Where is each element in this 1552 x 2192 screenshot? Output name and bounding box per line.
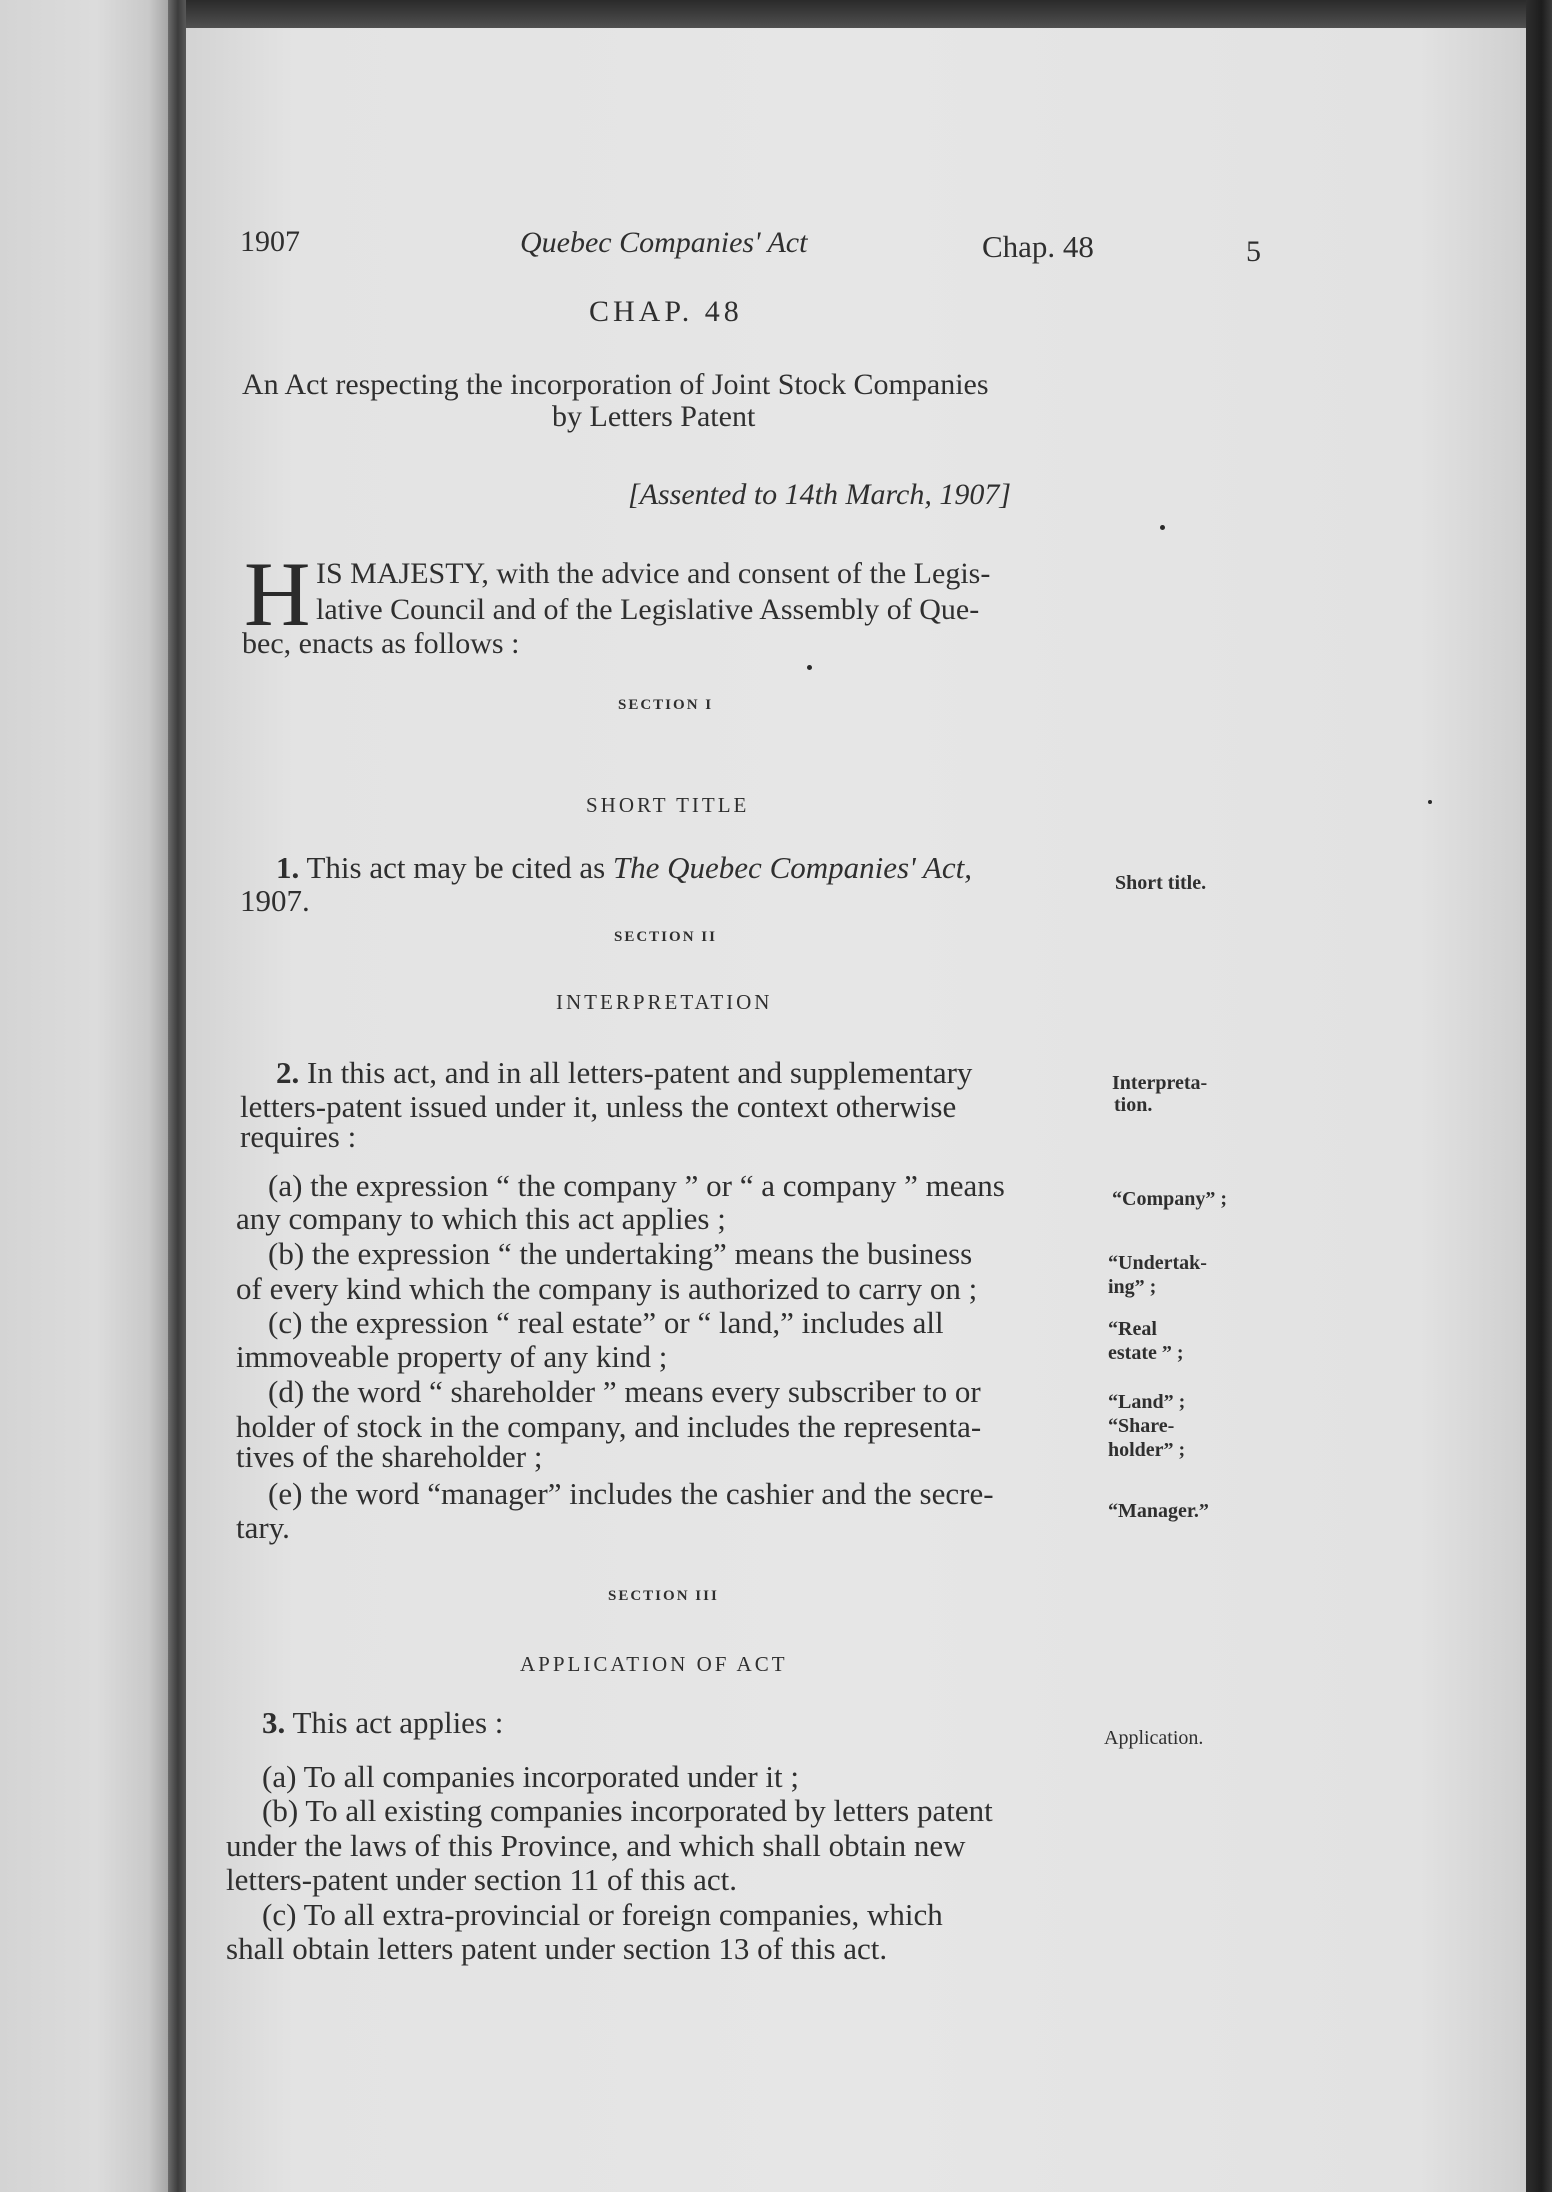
section-3-intro — [262, 1705, 503, 1741]
definition-e-line-2: tary. — [236, 1510, 290, 1545]
clause-number: 2. — [276, 1055, 300, 1090]
margin-note-application: Application. — [1104, 1727, 1204, 1749]
clause-text: This act may be cited as — [306, 850, 606, 885]
preamble-line-2: lative Council and of the Legislative Assembly of Que- — [316, 593, 980, 626]
preamble-line-3: bec, enacts as follows : — [242, 627, 520, 660]
left-page-edge — [0, 0, 175, 2192]
application-b-line-1: (b) To all existing companies incorporated by letters patent — [262, 1793, 993, 1828]
chapter-heading: CHAP. 48 — [589, 295, 743, 328]
margin-note-short-title: Short title. — [1115, 872, 1207, 894]
definition-c-line-1: (c) the expression “ real estate” or “ land,” includes all — [268, 1305, 944, 1340]
section-2-intro-line-3: requires : — [240, 1119, 357, 1154]
clause-text: In this act, and in all letters-patent and supplementary — [307, 1055, 973, 1090]
margin-note-interpretation-1: Interpreta- — [1112, 1072, 1208, 1094]
header-year: 1907 — [240, 225, 300, 258]
definition-d-line-3: tives of the shareholder ; — [236, 1439, 543, 1474]
section-3-label: SECTION III — [608, 1588, 719, 1604]
section-2-intro-line-2: letters-patent issued under it, unless the context otherwise — [240, 1089, 957, 1124]
header-chapter: Chap. 48 — [982, 229, 1094, 264]
margin-note-real-estate-2: estate ” ; — [1108, 1342, 1184, 1364]
section-1-heading: SHORT TITLE — [586, 793, 750, 817]
top-dark-border — [186, 0, 1526, 28]
margin-note-company: “Company” ; — [1112, 1188, 1228, 1210]
act-title-line-1: An Act respecting the incorporation of Joint Stock Companies — [242, 368, 989, 401]
margin-note-land: “Land” ; — [1108, 1391, 1186, 1413]
application-b-line-2: under the laws of this Province, and which shall obtain new — [226, 1828, 966, 1863]
section-1-clause — [276, 850, 972, 886]
definition-d-line-1: (d) the word “ shareholder ” means every subscriber to or — [268, 1374, 981, 1409]
margin-note-shareholder-2: holder” ; — [1108, 1439, 1186, 1461]
margin-note-real-estate-1: “Real — [1108, 1318, 1157, 1340]
clause-number: 1. — [276, 850, 300, 885]
definition-c-line-2: immoveable property of any kind ; — [236, 1339, 668, 1374]
margin-note-manager: “Manager.” — [1108, 1500, 1209, 1522]
margin-note-shareholder-1: “Share- — [1108, 1415, 1175, 1437]
clause-text: This act applies : — [292, 1705, 504, 1740]
section-1-label: SECTION I — [618, 697, 714, 713]
definition-b-line-2: of every kind which the company is authorized to carry on ; — [236, 1271, 978, 1306]
application-a-line-1: (a) To all companies incorporated under it ; — [262, 1759, 799, 1794]
definition-a-line-2: any company to which this act applies ; — [236, 1201, 726, 1236]
application-c-line-2: shall obtain letters patent under section 13 of this act. — [226, 1931, 888, 1966]
definition-d-line-2: holder of stock in the company, and includes the representa- — [236, 1409, 982, 1444]
application-b-line-3: letters-patent under section 11 of this act. — [226, 1862, 738, 1897]
scan-speck — [1160, 525, 1165, 530]
scan-speck — [807, 665, 812, 670]
definition-a-line-1: (a) the expression “ the company ” or “ a company ” means — [268, 1168, 1005, 1203]
section-1-clause-line-2: 1907. — [240, 883, 310, 918]
margin-note-undertaking-2: ing” ; — [1108, 1276, 1157, 1298]
assent-note: [Assented to 14th March, 1907] — [628, 478, 1012, 511]
margin-note-undertaking-1: “Undertak- — [1108, 1252, 1207, 1274]
right-dark-border — [1526, 0, 1552, 2192]
running-title: Quebec Companies' Act — [520, 226, 808, 259]
definition-e-line-1: (e) the word “manager” includes the cashier and the secre- — [268, 1476, 994, 1511]
clause-number: 3. — [262, 1705, 286, 1740]
page-number: 5 — [1246, 235, 1261, 268]
section-3-heading: APPLICATION OF ACT — [520, 1652, 788, 1676]
clause-citation: The Quebec Companies' Act, — [612, 850, 972, 885]
section-2-label: SECTION II — [614, 929, 717, 945]
application-c-line-1: (c) To all extra-provincial or foreign companies, which — [262, 1897, 943, 1932]
act-title-line-2: by Letters Patent — [552, 400, 756, 433]
margin-note-interpretation-2: tion. — [1114, 1094, 1153, 1116]
section-2-intro-line-1 — [276, 1055, 972, 1091]
section-2-heading: INTERPRETATION — [556, 990, 773, 1014]
definition-b-line-1: (b) the expression “ the undertaking” means the business — [268, 1236, 973, 1271]
preamble-line-1: IS MAJESTY, with the advice and consent of the Legis- — [316, 557, 991, 590]
drop-cap: H — [244, 543, 311, 645]
scan-speck — [1428, 800, 1432, 804]
